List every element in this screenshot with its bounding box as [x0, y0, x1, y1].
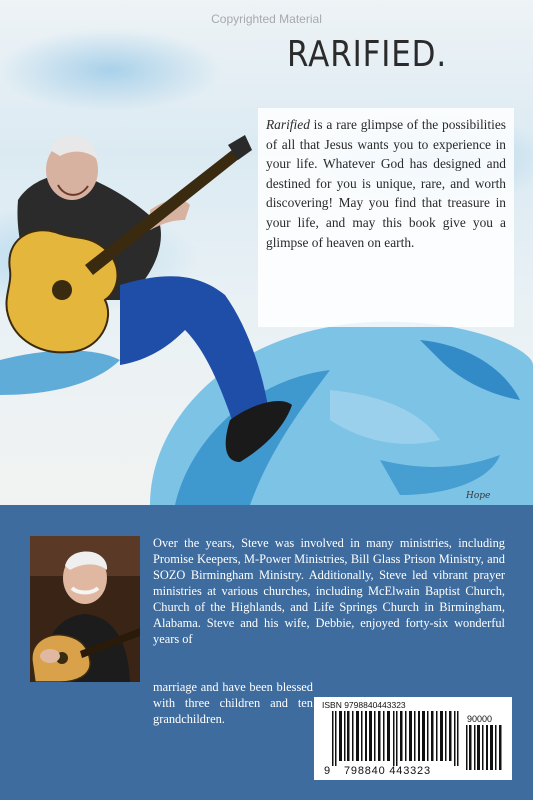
blurb-title-italic: Rarified [266, 117, 310, 132]
barcode-icon [332, 711, 460, 766]
book-blurb [258, 108, 514, 327]
isbn-barcode [314, 697, 512, 780]
price-code: 90000 [467, 714, 493, 724]
blurb-text: is a rare glimpse of the possibilities of all that Jesus wants you to experience in your life. Whatever God has designed and destined for you is unique, rare, and worth discovering! May you find that treasure in your life, and may this book give you a glimpse of heaven on earth. [266, 117, 506, 250]
copyright-watermark: Copyrighted Material [211, 12, 322, 26]
book-title: RARIFIED. [286, 34, 447, 75]
isbn-label: ISBN 9798840443323 [322, 700, 406, 710]
artist-signature: Hope [466, 491, 491, 501]
author-photo-image [30, 536, 140, 682]
author-bio-text: Over the years, Steve was involved in many ministries, including Promise Keepers, M-Power Ministries, Bill Glass Prison Ministry, and SOZO Birmingham Ministry. Additionally, Steve led vibrant prayer ministries at various churches, including McElwain Baptist Church, Church of the Highlands, and Life Springs Church in Birmingham, Alabama. Steve and his wife, Debbie, enjoyed forty-six wonderful years of [153, 536, 505, 646]
isbn-digits: 798840 443323 [344, 765, 431, 777]
author-bio-text-end: marriage and have been blessed with three children and ten grandchildren. [153, 680, 313, 726]
author-photo [30, 536, 140, 682]
isbn-first-digit: 9 [324, 765, 331, 777]
price-barcode-icon [466, 725, 504, 770]
